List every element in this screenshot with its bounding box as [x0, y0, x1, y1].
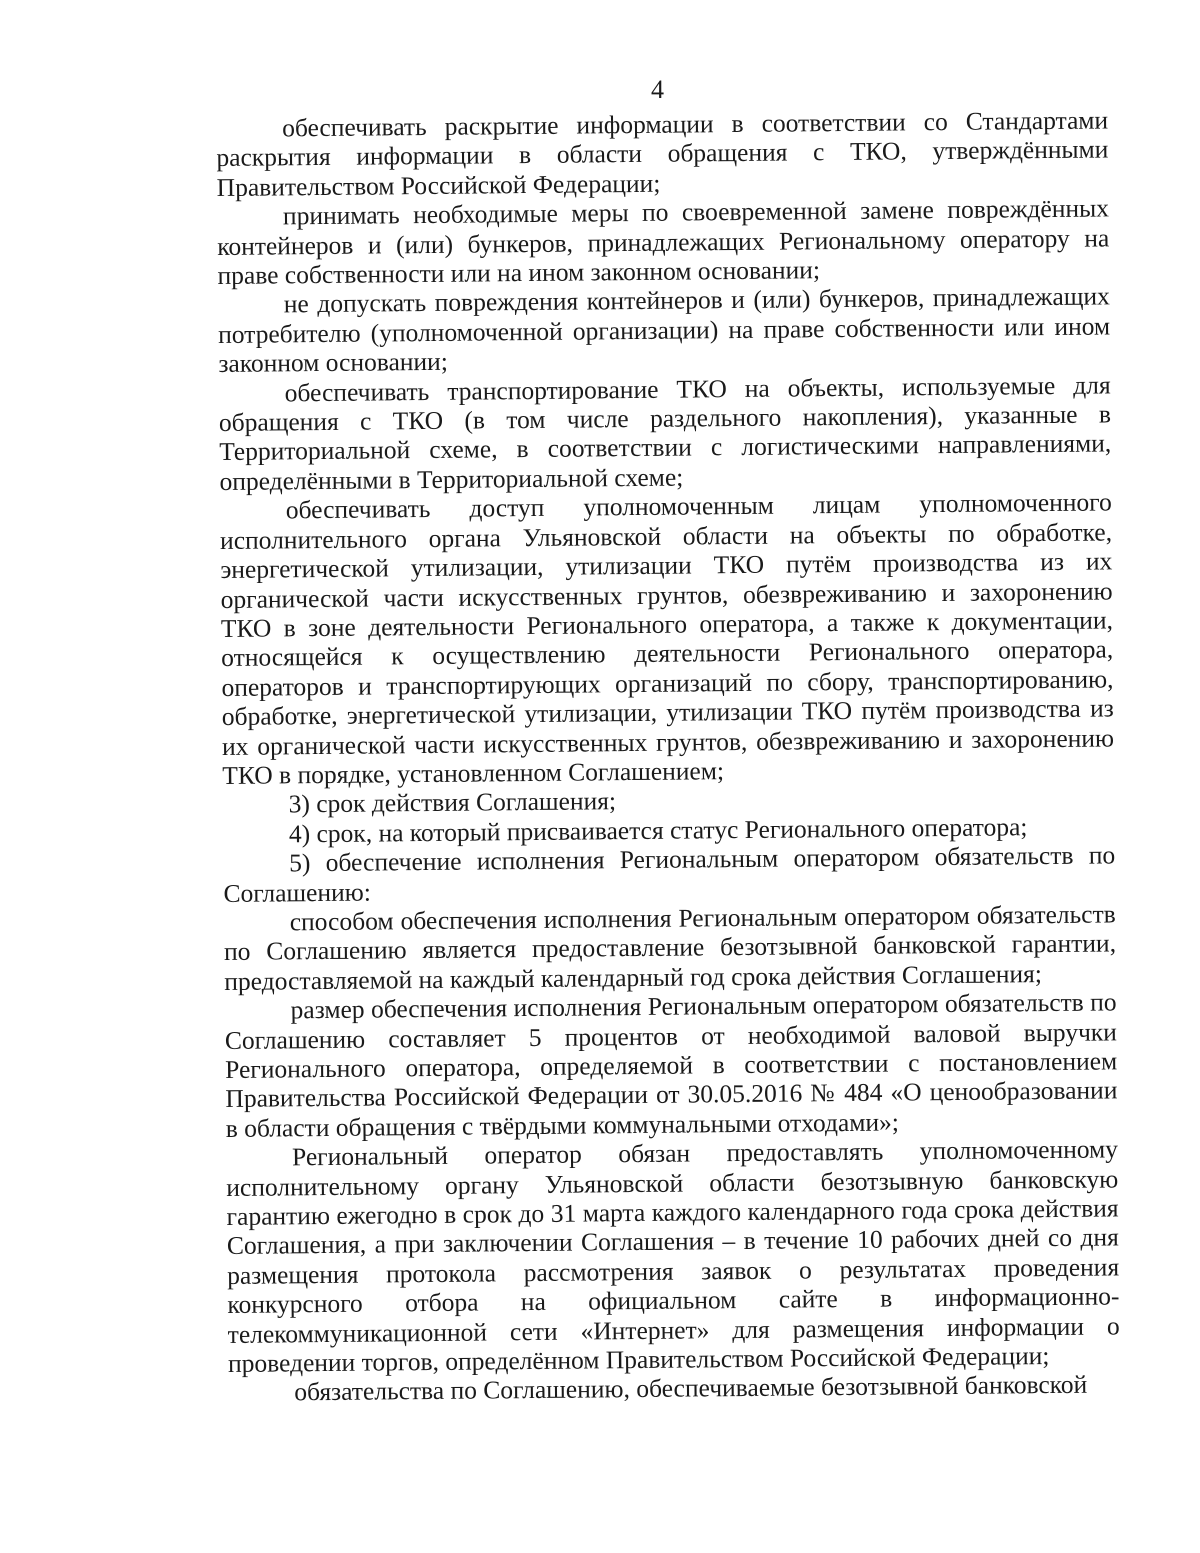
paragraph-guarantee-size: размер обеспечения исполнения Региональным оператором обязательств по Соглашению составляет 5 процентов от необходимой валовой выручки Регионального оператора, определяемой в соответствии с постановлением Правительства Российской Федерации от 30.05.2016 № 484 «О ценообразовании в области обращения с твёрдыми коммунальными отходами»; — [224, 987, 1118, 1143]
paragraph-no-damage: не допускать повреждения контейнеров и (или) бункеров, принадлежащих потребителю (уполномоченной организации) на праве собственности или ином законном основании; — [217, 281, 1111, 379]
paragraph-item-3: 3) срок действия Соглашения; — [288, 786, 617, 819]
document-body — [216, 105, 1120, 1407]
paragraph-guarantee-deadline: Региональный оператор обязан предоставлять уполномоченному исполнительному органу Ульяновской области безотзывную банковскую гарантию ежегодно в срок до 31 марта каждого календарного года срока действия Соглашения, а при заключении Соглашения – в течение 10 рабочих дней со дня размещения протокола рассмотрения заявок о результатах проведения конкурсного отбора на официальном сайте в информационно-телекоммуникационной сети «Интернет» для размещения информации о проведении торгов, определённом Правительством Российской Федерации; — [226, 1134, 1120, 1379]
paragraph-item-4: 4) срок, на который присваивается статус Регионального оператора; — [288, 811, 1028, 849]
page-number: 4 — [651, 75, 664, 104]
paragraph-container-replacement: принимать необходимые меры по своевременной замене повреждённых контейнеров и (или) бункеров, принадлежащих Региональному оператору на праве собственности или на ином законном основании; — [217, 193, 1110, 291]
paragraph-obligations: обязательства по Соглашению, обеспечиваемые безотзывной банковской — [294, 1370, 1088, 1407]
paragraph-item-5: 5) обеспечение исполнения Региональным оператором обязательств по Соглашению: — [223, 840, 1116, 908]
paragraph-transportation: обеспечивать транспортирование ТКО на объекты, используемые для обращения с ТКО (в том числе раздельного накопления), указанные в Территориальной схеме, в соответствии с логистическими направлениями, определёнными в Территориальной схеме; — [218, 370, 1112, 496]
paragraph-access: обеспечивать доступ уполномоченным лицам уполномоченного исполнительного органа Ульяновской области на объекты по обработке, энергетической утилизации, утилизации ТКО путём производства из их органической части искусственных грунтов, обезвреживанию и захоронению ТКО в зоне деятельности Регионального оператора, а также к документации, относящейся к осуществлению деятельности Регионального оператора, операторов и транспортирующих организаций по сбору, транспортированию, обработке, энергетической утилизации, утилизации ТКО путём производства из их органической части искусственных грунтов, обезвреживанию и захоронению ТКО в порядке, установленном Соглашением; — [219, 487, 1115, 790]
paragraph-disclosure: обеспечивать раскрытие информации в соответствии со Стандартами раскрытия информации в области обращения с ТКО, утверждёнными Правительством Российской Федерации; — [216, 105, 1109, 202]
paragraph-guarantee-method: способом обеспечения исполнения Региональным оператором обязательств по Соглашению является предоставление безотзывной банковской гарантии, предоставляемой на каждый календарный год срока действия Соглашения; — [223, 899, 1117, 996]
